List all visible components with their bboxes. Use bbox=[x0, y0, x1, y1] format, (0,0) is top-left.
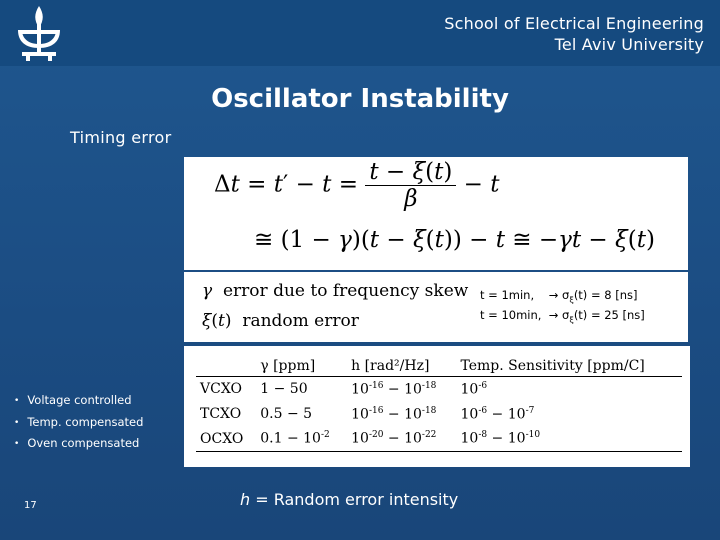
table-cell: $10^{-8} - 10^{-10}$ bbox=[457, 426, 683, 451]
table-cell: $10^{-16} - 10^{-18}$ bbox=[351, 405, 437, 423]
school-line-1: School of Electrical Engineering bbox=[444, 14, 704, 33]
footer-note bbox=[240, 490, 458, 509]
equation-line-1: Δt = t′ − t = $\frac{t - \xi(t)}{\beta}$ − t bbox=[214, 159, 500, 212]
slide-subtitle: Timing error bbox=[70, 128, 172, 147]
table-cell: OCXO bbox=[196, 426, 256, 451]
footer-note-text: = Random error intensity bbox=[250, 490, 459, 509]
footer-note-symbol: h bbox=[240, 490, 251, 509]
xi-error-row: ξ(t) random error bbox=[202, 311, 359, 331]
table-row bbox=[196, 402, 682, 427]
table-cell: VCXO bbox=[200, 381, 243, 398]
oscillator-type-list bbox=[14, 392, 143, 457]
gamma-error-row: γ error due to frequency skew bbox=[202, 281, 469, 301]
table-cell: $0.1 - 10^{-2}$ bbox=[256, 426, 347, 451]
slide-title: Oscillator Instability bbox=[211, 84, 509, 114]
table-row bbox=[196, 426, 682, 451]
table-header: γ [ppm] bbox=[256, 356, 347, 377]
oscillator-table bbox=[196, 356, 682, 452]
school-line-2: Tel Aviv University bbox=[554, 35, 704, 54]
timing-error-equation-panel bbox=[184, 157, 688, 270]
university-logo-icon bbox=[12, 4, 66, 62]
list-item: • Oven compensated bbox=[14, 435, 143, 457]
table-header: h [rad²/Hz] bbox=[347, 356, 456, 377]
table-header-row bbox=[196, 356, 682, 377]
xi-error-label: random error bbox=[242, 311, 359, 331]
table-cell: 0.5 − 5 bbox=[260, 405, 313, 422]
table-row bbox=[196, 377, 682, 402]
equation-line-2: ≅ (1 − γ)(t − ξ(t)) − t ≅ −γt − ξ(t) bbox=[254, 227, 655, 253]
sigma-note-2: t = 10min, → $\sigma_\xi(t) = 25$ [ns] bbox=[480, 308, 645, 325]
table-cell: $10^{-20} - 10^{-22}$ bbox=[347, 426, 456, 451]
gamma-error-label: error due to frequency skew bbox=[222, 281, 469, 301]
table-cell: $10^{-6} - 10^{-7}$ bbox=[460, 405, 535, 423]
table-header: Temp. Sensitivity [ppm/C] bbox=[457, 356, 683, 377]
error-terms-panel bbox=[184, 272, 688, 342]
table-cell: $10^{-16} - 10^{-18}$ bbox=[351, 381, 437, 398]
page-number: 17 bbox=[24, 500, 37, 511]
table-header bbox=[196, 356, 256, 377]
sigma-note-1: t = 1min, → $\sigma_\xi(t) = 8$ [ns] bbox=[480, 288, 638, 305]
table-cell: TCXO bbox=[200, 405, 242, 422]
list-item: • Voltage controlled bbox=[14, 392, 143, 414]
oscillator-table-panel bbox=[184, 346, 690, 467]
table-cell: $10^{-6}$ bbox=[460, 381, 488, 398]
table-cell: 1 − 50 bbox=[260, 381, 308, 398]
school-name bbox=[444, 13, 704, 55]
list-item: • Temp. compensated bbox=[14, 414, 143, 436]
